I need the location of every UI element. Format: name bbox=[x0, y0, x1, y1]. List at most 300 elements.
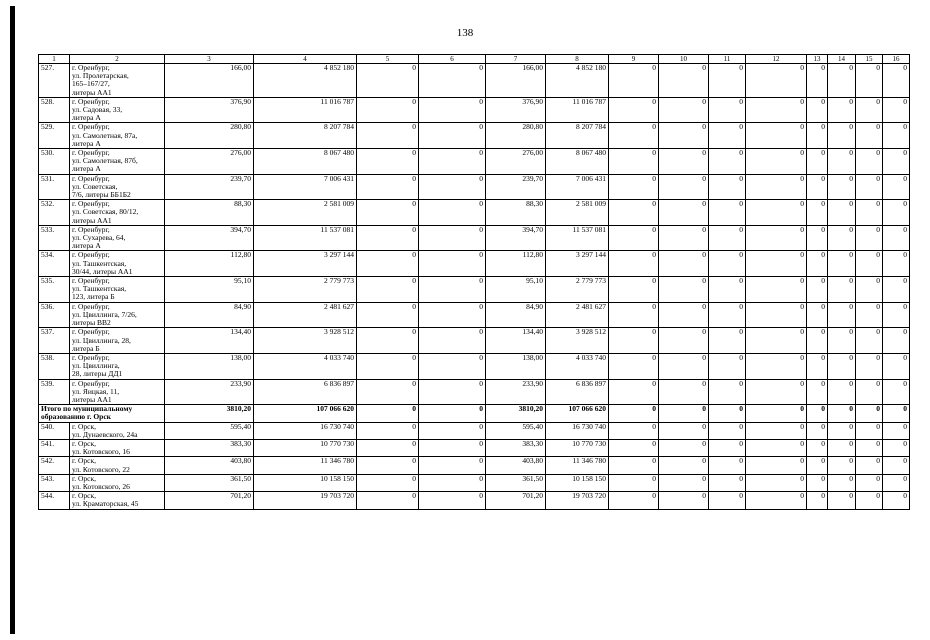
value-cell: 0 bbox=[883, 200, 910, 226]
value-cell: 383,30 bbox=[486, 439, 546, 456]
value-cell: 0 bbox=[883, 422, 910, 439]
row-number: 528. bbox=[39, 97, 70, 123]
value-cell: 0 bbox=[659, 64, 709, 98]
value-cell: 0 bbox=[419, 328, 486, 354]
value-cell: 0 bbox=[856, 474, 883, 491]
value-cell: 0 bbox=[828, 174, 856, 200]
address-cell: г. Оренбург, ул. Цвиллинга, 28, литеры ДД1 bbox=[70, 353, 165, 379]
value-cell: 8 067 480 bbox=[546, 149, 609, 175]
value-cell: 0 bbox=[856, 174, 883, 200]
value-cell: 0 bbox=[828, 353, 856, 379]
value-cell: 0 bbox=[828, 64, 856, 98]
value-cell: 0 bbox=[807, 123, 828, 149]
row-number: 534. bbox=[39, 251, 70, 277]
total-value: 0 bbox=[828, 405, 856, 422]
value-cell: 0 bbox=[856, 277, 883, 303]
value-cell: 0 bbox=[709, 149, 746, 175]
value-cell: 0 bbox=[709, 200, 746, 226]
value-cell: 0 bbox=[807, 149, 828, 175]
value-cell: 0 bbox=[419, 123, 486, 149]
value-cell: 0 bbox=[709, 474, 746, 491]
value-cell: 0 bbox=[609, 200, 659, 226]
value-cell: 0 bbox=[856, 422, 883, 439]
value-cell: 0 bbox=[883, 149, 910, 175]
value-cell: 0 bbox=[746, 123, 807, 149]
value-cell: 0 bbox=[609, 277, 659, 303]
value-cell: 403,80 bbox=[486, 457, 546, 474]
value-cell: 0 bbox=[883, 492, 910, 509]
address-cell: г. Орск, ул. Дунаевского, 24а bbox=[70, 422, 165, 439]
value-cell: 0 bbox=[828, 439, 856, 456]
value-cell: 0 bbox=[659, 422, 709, 439]
value-cell: 0 bbox=[856, 225, 883, 251]
value-cell: 0 bbox=[746, 149, 807, 175]
header-cell: 13 bbox=[807, 55, 828, 64]
value-cell: 0 bbox=[883, 123, 910, 149]
value-cell: 0 bbox=[746, 422, 807, 439]
value-cell: 166,00 bbox=[165, 64, 254, 98]
value-cell: 0 bbox=[659, 174, 709, 200]
value-cell: 0 bbox=[746, 474, 807, 491]
value-cell: 0 bbox=[357, 457, 419, 474]
value-cell: 0 bbox=[746, 174, 807, 200]
row-number: 531. bbox=[39, 174, 70, 200]
value-cell: 0 bbox=[357, 149, 419, 175]
value-cell: 0 bbox=[828, 302, 856, 328]
value-cell: 0 bbox=[746, 277, 807, 303]
value-cell: 2 779 773 bbox=[254, 277, 357, 303]
address-cell: г. Орск, ул. Краматорская, 45 bbox=[70, 492, 165, 509]
table-row bbox=[39, 328, 910, 354]
value-cell: 0 bbox=[419, 200, 486, 226]
value-cell: 0 bbox=[709, 225, 746, 251]
address-cell: г. Оренбург, ул. Самолетная, 87б, литера А bbox=[70, 149, 165, 175]
value-cell: 0 bbox=[807, 97, 828, 123]
value-cell: 0 bbox=[419, 174, 486, 200]
value-cell: 0 bbox=[828, 251, 856, 277]
row-number: 537. bbox=[39, 328, 70, 354]
value-cell: 3 297 144 bbox=[546, 251, 609, 277]
value-cell: 0 bbox=[856, 97, 883, 123]
value-cell: 11 537 081 bbox=[254, 225, 357, 251]
value-cell: 0 bbox=[856, 353, 883, 379]
value-cell: 233,90 bbox=[486, 379, 546, 405]
page-number: 138 bbox=[456, 27, 474, 39]
address-cell: г. Оренбург, ул. Сухарева, 64, литера А bbox=[70, 225, 165, 251]
table-row bbox=[39, 174, 910, 200]
value-cell: 2 581 009 bbox=[254, 200, 357, 226]
value-cell: 0 bbox=[828, 457, 856, 474]
value-cell: 0 bbox=[659, 457, 709, 474]
value-cell: 19 703 720 bbox=[254, 492, 357, 509]
value-cell: 4 852 180 bbox=[546, 64, 609, 98]
value-cell: 8 207 784 bbox=[546, 123, 609, 149]
value-cell: 2 581 009 bbox=[546, 200, 609, 226]
value-cell: 0 bbox=[419, 225, 486, 251]
value-cell: 84,90 bbox=[486, 302, 546, 328]
value-cell: 3 297 144 bbox=[254, 251, 357, 277]
value-cell: 0 bbox=[883, 64, 910, 98]
row-number: 530. bbox=[39, 149, 70, 175]
value-cell: 0 bbox=[807, 64, 828, 98]
value-cell: 0 bbox=[357, 123, 419, 149]
value-cell: 0 bbox=[746, 492, 807, 509]
value-cell: 0 bbox=[357, 302, 419, 328]
table-row bbox=[39, 251, 910, 277]
value-cell: 0 bbox=[746, 457, 807, 474]
value-cell: 595,40 bbox=[165, 422, 254, 439]
table-row bbox=[39, 200, 910, 226]
value-cell: 134,40 bbox=[486, 328, 546, 354]
value-cell: 0 bbox=[746, 379, 807, 405]
row-number: 540. bbox=[39, 422, 70, 439]
address-cell: г. Оренбург, ул. Советская, 80/12, литеры АА1 bbox=[70, 200, 165, 226]
total-value: 0 bbox=[856, 405, 883, 422]
value-cell: 0 bbox=[828, 149, 856, 175]
value-cell: 88,30 bbox=[165, 200, 254, 226]
value-cell: 0 bbox=[883, 328, 910, 354]
value-cell: 0 bbox=[709, 174, 746, 200]
value-cell: 276,00 bbox=[486, 149, 546, 175]
value-cell: 0 bbox=[883, 353, 910, 379]
value-cell: 0 bbox=[659, 97, 709, 123]
header-cell: 7 bbox=[486, 55, 546, 64]
value-cell: 0 bbox=[609, 379, 659, 405]
value-cell: 0 bbox=[856, 492, 883, 509]
value-cell: 0 bbox=[419, 149, 486, 175]
table-row bbox=[39, 439, 910, 456]
value-cell: 0 bbox=[828, 492, 856, 509]
value-cell: 0 bbox=[357, 64, 419, 98]
value-cell: 0 bbox=[419, 277, 486, 303]
value-cell: 11 016 787 bbox=[254, 97, 357, 123]
value-cell: 0 bbox=[883, 251, 910, 277]
row-number: 542. bbox=[39, 457, 70, 474]
address-cell: г. Оренбург, ул. Цвиллинга, 7/26, литеры ВВ2 bbox=[70, 302, 165, 328]
value-cell: 0 bbox=[609, 474, 659, 491]
value-cell: 0 bbox=[659, 328, 709, 354]
header-cell: 5 bbox=[357, 55, 419, 64]
value-cell: 383,30 bbox=[165, 439, 254, 456]
value-cell: 4 033 740 bbox=[254, 353, 357, 379]
value-cell: 0 bbox=[856, 64, 883, 98]
value-cell: 361,50 bbox=[486, 474, 546, 491]
value-cell: 394,70 bbox=[165, 225, 254, 251]
address-cell: г. Орск, ул. Котовского, 22 bbox=[70, 457, 165, 474]
value-cell: 239,70 bbox=[486, 174, 546, 200]
value-cell: 0 bbox=[883, 174, 910, 200]
value-cell: 595,40 bbox=[486, 422, 546, 439]
row-number: 541. bbox=[39, 439, 70, 456]
row-number: 536. bbox=[39, 302, 70, 328]
value-cell: 0 bbox=[609, 328, 659, 354]
value-cell: 11 346 780 bbox=[546, 457, 609, 474]
value-cell: 0 bbox=[828, 225, 856, 251]
value-cell: 0 bbox=[807, 439, 828, 456]
value-cell: 0 bbox=[357, 277, 419, 303]
total-value: 0 bbox=[659, 405, 709, 422]
table-row bbox=[39, 492, 910, 509]
value-cell: 0 bbox=[609, 353, 659, 379]
value-cell: 0 bbox=[746, 353, 807, 379]
value-cell: 4 852 180 bbox=[254, 64, 357, 98]
value-cell: 239,70 bbox=[165, 174, 254, 200]
row-number: 535. bbox=[39, 277, 70, 303]
value-cell: 0 bbox=[709, 251, 746, 277]
address-cell: г. Оренбург, ул. Ташкентская, 123, литера Б bbox=[70, 277, 165, 303]
value-cell: 0 bbox=[856, 457, 883, 474]
header-cell: 15 bbox=[856, 55, 883, 64]
value-cell: 0 bbox=[659, 251, 709, 277]
value-cell: 88,30 bbox=[486, 200, 546, 226]
value-cell: 0 bbox=[746, 328, 807, 354]
total-row bbox=[39, 405, 910, 422]
value-cell: 0 bbox=[709, 457, 746, 474]
value-cell: 0 bbox=[659, 474, 709, 491]
value-cell: 0 bbox=[709, 123, 746, 149]
value-cell: 0 bbox=[856, 439, 883, 456]
value-cell: 0 bbox=[807, 328, 828, 354]
row-number: 538. bbox=[39, 353, 70, 379]
value-cell: 0 bbox=[828, 200, 856, 226]
value-cell: 0 bbox=[357, 492, 419, 509]
value-cell: 0 bbox=[828, 474, 856, 491]
header-cell: 6 bbox=[419, 55, 486, 64]
address-cell: г. Оренбург, ул. Яицкая, 11, литеры АА1 bbox=[70, 379, 165, 405]
value-cell: 701,20 bbox=[165, 492, 254, 509]
value-cell: 0 bbox=[807, 353, 828, 379]
value-cell: 0 bbox=[419, 439, 486, 456]
header-cell: 9 bbox=[609, 55, 659, 64]
value-cell: 0 bbox=[609, 123, 659, 149]
value-cell: 0 bbox=[828, 123, 856, 149]
value-cell: 0 bbox=[419, 379, 486, 405]
value-cell: 0 bbox=[357, 225, 419, 251]
value-cell: 0 bbox=[609, 97, 659, 123]
value-cell: 138,00 bbox=[486, 353, 546, 379]
value-cell: 95,10 bbox=[165, 277, 254, 303]
row-number: 539. bbox=[39, 379, 70, 405]
value-cell: 0 bbox=[609, 302, 659, 328]
value-cell: 0 bbox=[659, 225, 709, 251]
value-cell: 11 537 081 bbox=[546, 225, 609, 251]
total-value: 0 bbox=[419, 405, 486, 422]
total-value: 0 bbox=[609, 405, 659, 422]
value-cell: 0 bbox=[807, 277, 828, 303]
value-cell: 0 bbox=[659, 353, 709, 379]
address-cell: г. Оренбург, ул. Садовая, 33, литера А bbox=[70, 97, 165, 123]
total-value: 0 bbox=[883, 405, 910, 422]
value-cell: 112,80 bbox=[486, 251, 546, 277]
value-cell: 0 bbox=[709, 379, 746, 405]
value-cell: 0 bbox=[419, 251, 486, 277]
value-cell: 16 730 740 bbox=[546, 422, 609, 439]
value-cell: 376,90 bbox=[165, 97, 254, 123]
value-cell: 0 bbox=[807, 200, 828, 226]
value-cell: 0 bbox=[709, 97, 746, 123]
header-cell: 8 bbox=[546, 55, 609, 64]
value-cell: 361,50 bbox=[165, 474, 254, 491]
total-value: 0 bbox=[746, 405, 807, 422]
value-cell: 0 bbox=[746, 200, 807, 226]
value-cell: 0 bbox=[709, 353, 746, 379]
value-cell: 0 bbox=[883, 439, 910, 456]
value-cell: 394,70 bbox=[486, 225, 546, 251]
value-cell: 19 703 720 bbox=[546, 492, 609, 509]
value-cell: 0 bbox=[357, 422, 419, 439]
value-cell: 6 836 897 bbox=[546, 379, 609, 405]
value-cell: 0 bbox=[883, 225, 910, 251]
address-cell: г. Орск, ул. Котовского, 26 bbox=[70, 474, 165, 491]
value-cell: 10 770 730 bbox=[546, 439, 609, 456]
value-cell: 0 bbox=[609, 251, 659, 277]
value-cell: 376,90 bbox=[486, 97, 546, 123]
row-number: 543. bbox=[39, 474, 70, 491]
table-row bbox=[39, 474, 910, 491]
value-cell: 10 158 150 bbox=[254, 474, 357, 491]
value-cell: 280,80 bbox=[165, 123, 254, 149]
value-cell: 0 bbox=[856, 302, 883, 328]
header-cell: 12 bbox=[746, 55, 807, 64]
value-cell: 0 bbox=[709, 277, 746, 303]
table-row bbox=[39, 149, 910, 175]
value-cell: 0 bbox=[828, 328, 856, 354]
address-cell: г. Оренбург, ул. Пролетарская, 165–167/27, литеры АА1 bbox=[70, 64, 165, 98]
total-value: 3810,20 bbox=[165, 405, 254, 422]
value-cell: 0 bbox=[746, 97, 807, 123]
value-cell: 0 bbox=[746, 64, 807, 98]
table-row bbox=[39, 457, 910, 474]
row-number: 544. bbox=[39, 492, 70, 509]
value-cell: 0 bbox=[357, 439, 419, 456]
value-cell: 4 033 740 bbox=[546, 353, 609, 379]
value-cell: 0 bbox=[659, 302, 709, 328]
value-cell: 0 bbox=[659, 492, 709, 509]
value-cell: 0 bbox=[709, 492, 746, 509]
header-cell: 2 bbox=[70, 55, 165, 64]
row-number: 527. bbox=[39, 64, 70, 98]
table-row bbox=[39, 97, 910, 123]
header-cell: 16 bbox=[883, 55, 910, 64]
value-cell: 0 bbox=[419, 353, 486, 379]
value-cell: 0 bbox=[659, 379, 709, 405]
value-cell: 11 016 787 bbox=[546, 97, 609, 123]
margin-bar bbox=[10, 6, 15, 634]
value-cell: 0 bbox=[357, 97, 419, 123]
value-cell: 0 bbox=[609, 457, 659, 474]
value-cell: 8 067 480 bbox=[254, 149, 357, 175]
value-cell: 0 bbox=[609, 439, 659, 456]
value-cell: 0 bbox=[419, 474, 486, 491]
total-value: 107 066 620 bbox=[546, 405, 609, 422]
value-cell: 0 bbox=[709, 64, 746, 98]
total-label: Итого по муниципальному образованию г. Орск bbox=[39, 405, 165, 422]
value-cell: 276,00 bbox=[165, 149, 254, 175]
value-cell: 16 730 740 bbox=[254, 422, 357, 439]
address-cell: г. Оренбург, ул. Цвиллинга, 28, литера Б bbox=[70, 328, 165, 354]
value-cell: 701,20 bbox=[486, 492, 546, 509]
value-cell: 0 bbox=[856, 123, 883, 149]
value-cell: 0 bbox=[357, 200, 419, 226]
value-cell: 0 bbox=[807, 457, 828, 474]
row-number: 533. bbox=[39, 225, 70, 251]
value-cell: 8 207 784 bbox=[254, 123, 357, 149]
row-number: 529. bbox=[39, 123, 70, 149]
value-cell: 0 bbox=[856, 328, 883, 354]
value-cell: 0 bbox=[419, 457, 486, 474]
table-row bbox=[39, 64, 910, 98]
table-row bbox=[39, 225, 910, 251]
value-cell: 0 bbox=[357, 328, 419, 354]
value-cell: 0 bbox=[883, 302, 910, 328]
header-cell: 1 bbox=[39, 55, 70, 64]
value-cell: 0 bbox=[609, 174, 659, 200]
value-cell: 0 bbox=[746, 302, 807, 328]
value-cell: 0 bbox=[828, 379, 856, 405]
address-cell: г. Оренбург, ул. Советская, 7/6, литеры ББ1Б2 bbox=[70, 174, 165, 200]
total-value: 0 bbox=[807, 405, 828, 422]
value-cell: 10 770 730 bbox=[254, 439, 357, 456]
value-cell: 0 bbox=[807, 302, 828, 328]
value-cell: 403,80 bbox=[165, 457, 254, 474]
table-row bbox=[39, 123, 910, 149]
value-cell: 2 779 773 bbox=[546, 277, 609, 303]
header-cell: 14 bbox=[828, 55, 856, 64]
value-cell: 0 bbox=[709, 439, 746, 456]
value-cell: 3 928 512 bbox=[254, 328, 357, 354]
value-cell: 0 bbox=[659, 149, 709, 175]
value-cell: 0 bbox=[357, 474, 419, 491]
value-cell: 6 836 897 bbox=[254, 379, 357, 405]
value-cell: 134,40 bbox=[165, 328, 254, 354]
value-cell: 0 bbox=[807, 251, 828, 277]
value-cell: 233,90 bbox=[165, 379, 254, 405]
value-cell: 0 bbox=[659, 277, 709, 303]
header-cell: 11 bbox=[709, 55, 746, 64]
value-cell: 0 bbox=[609, 149, 659, 175]
value-cell: 10 158 150 bbox=[546, 474, 609, 491]
value-cell: 0 bbox=[828, 97, 856, 123]
value-cell: 0 bbox=[856, 251, 883, 277]
header-cell: 4 bbox=[254, 55, 357, 64]
value-cell: 0 bbox=[828, 277, 856, 303]
value-cell: 0 bbox=[659, 439, 709, 456]
value-cell: 0 bbox=[709, 422, 746, 439]
value-cell: 0 bbox=[746, 439, 807, 456]
total-value: 0 bbox=[357, 405, 419, 422]
value-cell: 7 006 431 bbox=[254, 174, 357, 200]
value-cell: 0 bbox=[609, 492, 659, 509]
value-cell: 0 bbox=[856, 379, 883, 405]
value-cell: 166,00 bbox=[486, 64, 546, 98]
address-cell: г. Оренбург, ул. Самолетная, 87а, литера А bbox=[70, 123, 165, 149]
value-cell: 2 481 627 bbox=[254, 302, 357, 328]
table-row bbox=[39, 277, 910, 303]
total-value: 3810,20 bbox=[486, 405, 546, 422]
value-cell: 0 bbox=[883, 457, 910, 474]
table-row bbox=[39, 302, 910, 328]
address-cell: г. Оренбург, ул. Ташкентская, 30/44, литеры АА1 bbox=[70, 251, 165, 277]
value-cell: 0 bbox=[883, 379, 910, 405]
value-cell: 0 bbox=[807, 174, 828, 200]
value-cell: 0 bbox=[856, 149, 883, 175]
value-cell: 0 bbox=[659, 123, 709, 149]
value-cell: 0 bbox=[659, 200, 709, 226]
value-cell: 0 bbox=[883, 97, 910, 123]
value-cell: 0 bbox=[856, 200, 883, 226]
value-cell: 95,10 bbox=[486, 277, 546, 303]
value-cell: 0 bbox=[883, 474, 910, 491]
